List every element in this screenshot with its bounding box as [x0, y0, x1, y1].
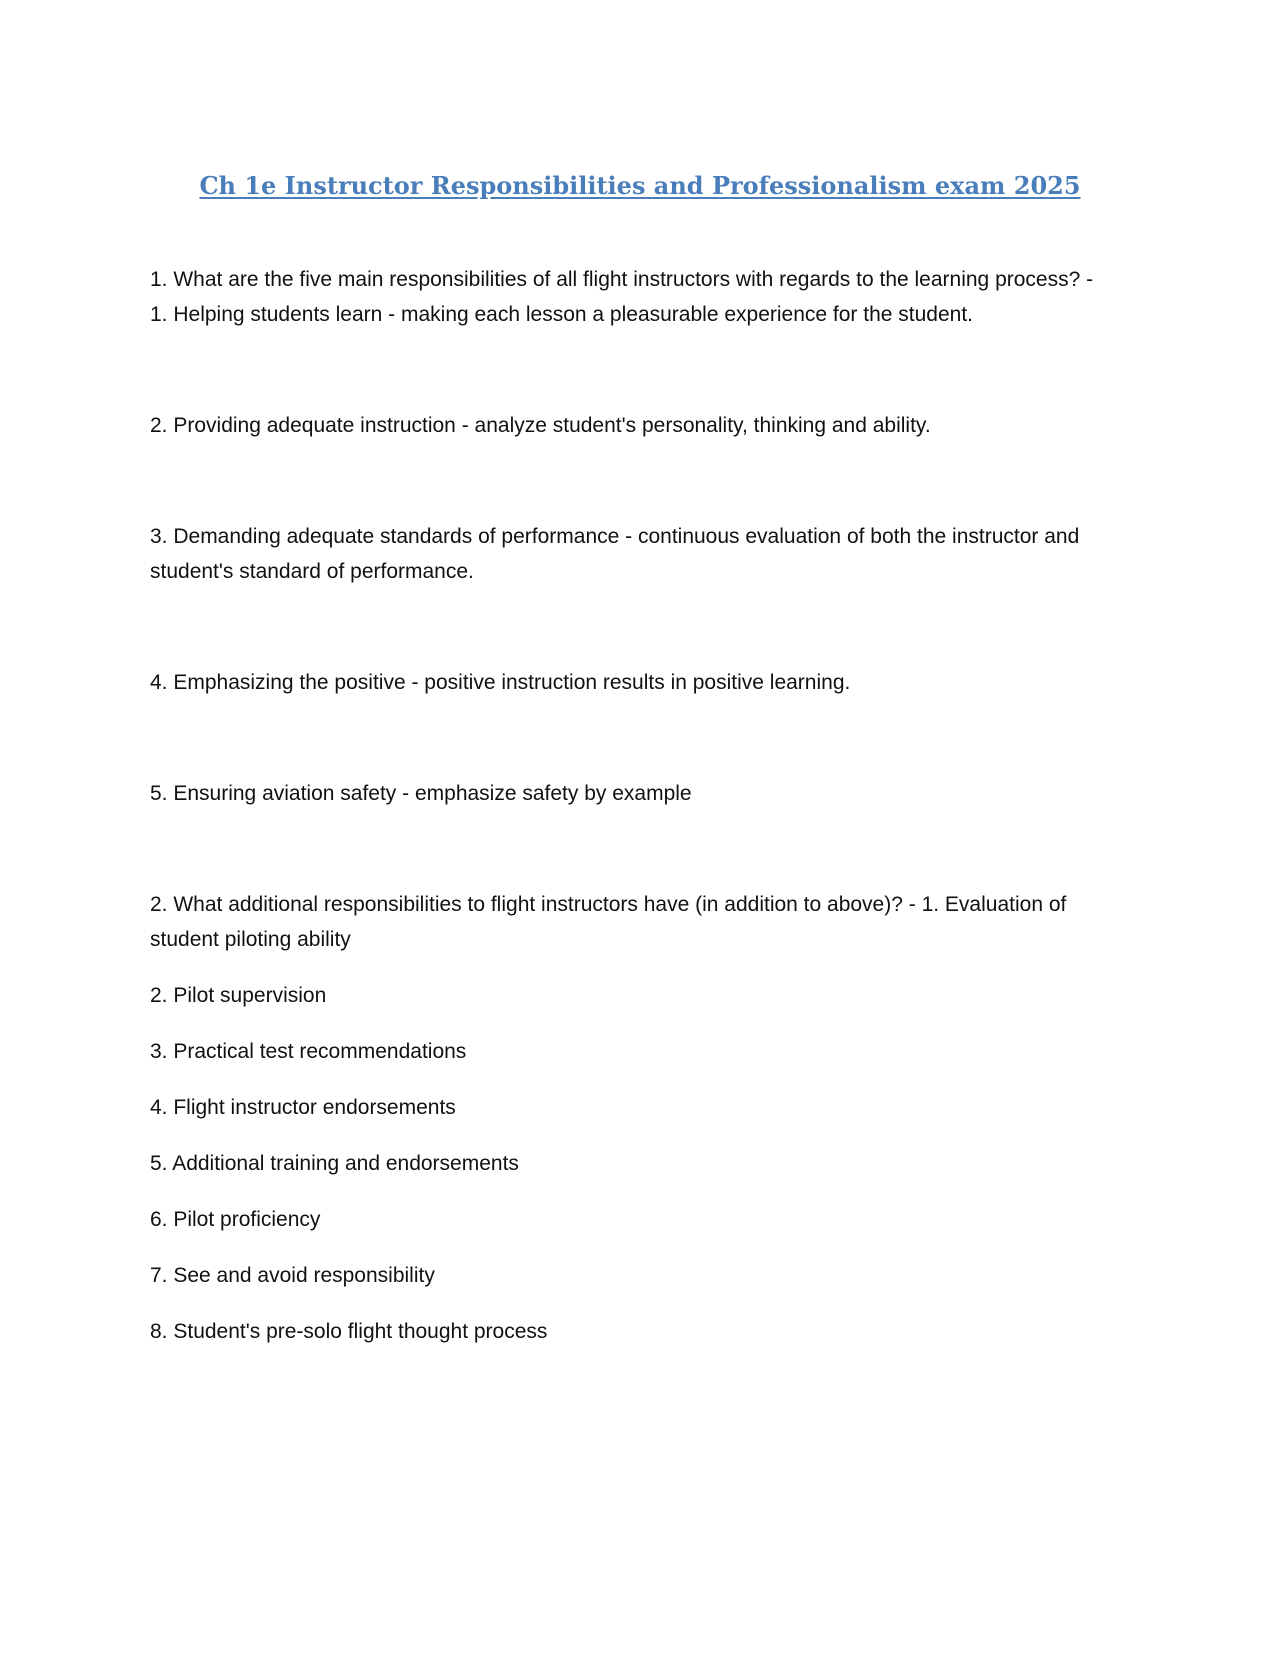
- document-title: Ch 1e Instructor Responsibilities and Professionalism exam 2025: [199, 171, 1081, 200]
- list-item: 2. Pilot supervision: [150, 984, 327, 1007]
- answer-item-3: 3. Demanding adequate standards of performance - continuous evaluation of both the instructor and student's standard of performance.: [150, 525, 1080, 583]
- list-item: 8. Student's pre-solo flight thought process: [150, 1320, 548, 1343]
- list-item: 7. See and avoid responsibility: [150, 1264, 435, 1287]
- list-item: 4. Flight instructor endorsements: [150, 1096, 456, 1119]
- document-body: [150, 262, 1100, 1349]
- answer-item-5: 5. Ensuring aviation safety - emphasize safety by example: [150, 782, 692, 805]
- list-item: 6. Pilot proficiency: [150, 1208, 321, 1231]
- answer-item-2: 2. Providing adequate instruction - analyze student's personality, thinking and ability.: [150, 414, 931, 437]
- list-item: 5. Additional training and endorsements: [150, 1152, 519, 1175]
- question-2-answer-1: 2. What additional responsibilities to flight instructors have (in addition to above)? - 1. Evaluation of student piloting ability: [150, 893, 1067, 951]
- list-item: 3. Practical test recommendations: [150, 1040, 467, 1063]
- answer-item-4: 4. Emphasizing the positive - positive instruction results in positive learning.: [150, 671, 851, 694]
- question-1-answer-1: 1. What are the five main responsibilities of all flight instructors with regards to the learning process? - 1. Helping students learn - making each lesson a pleasurable experience for the student.: [150, 268, 1094, 326]
